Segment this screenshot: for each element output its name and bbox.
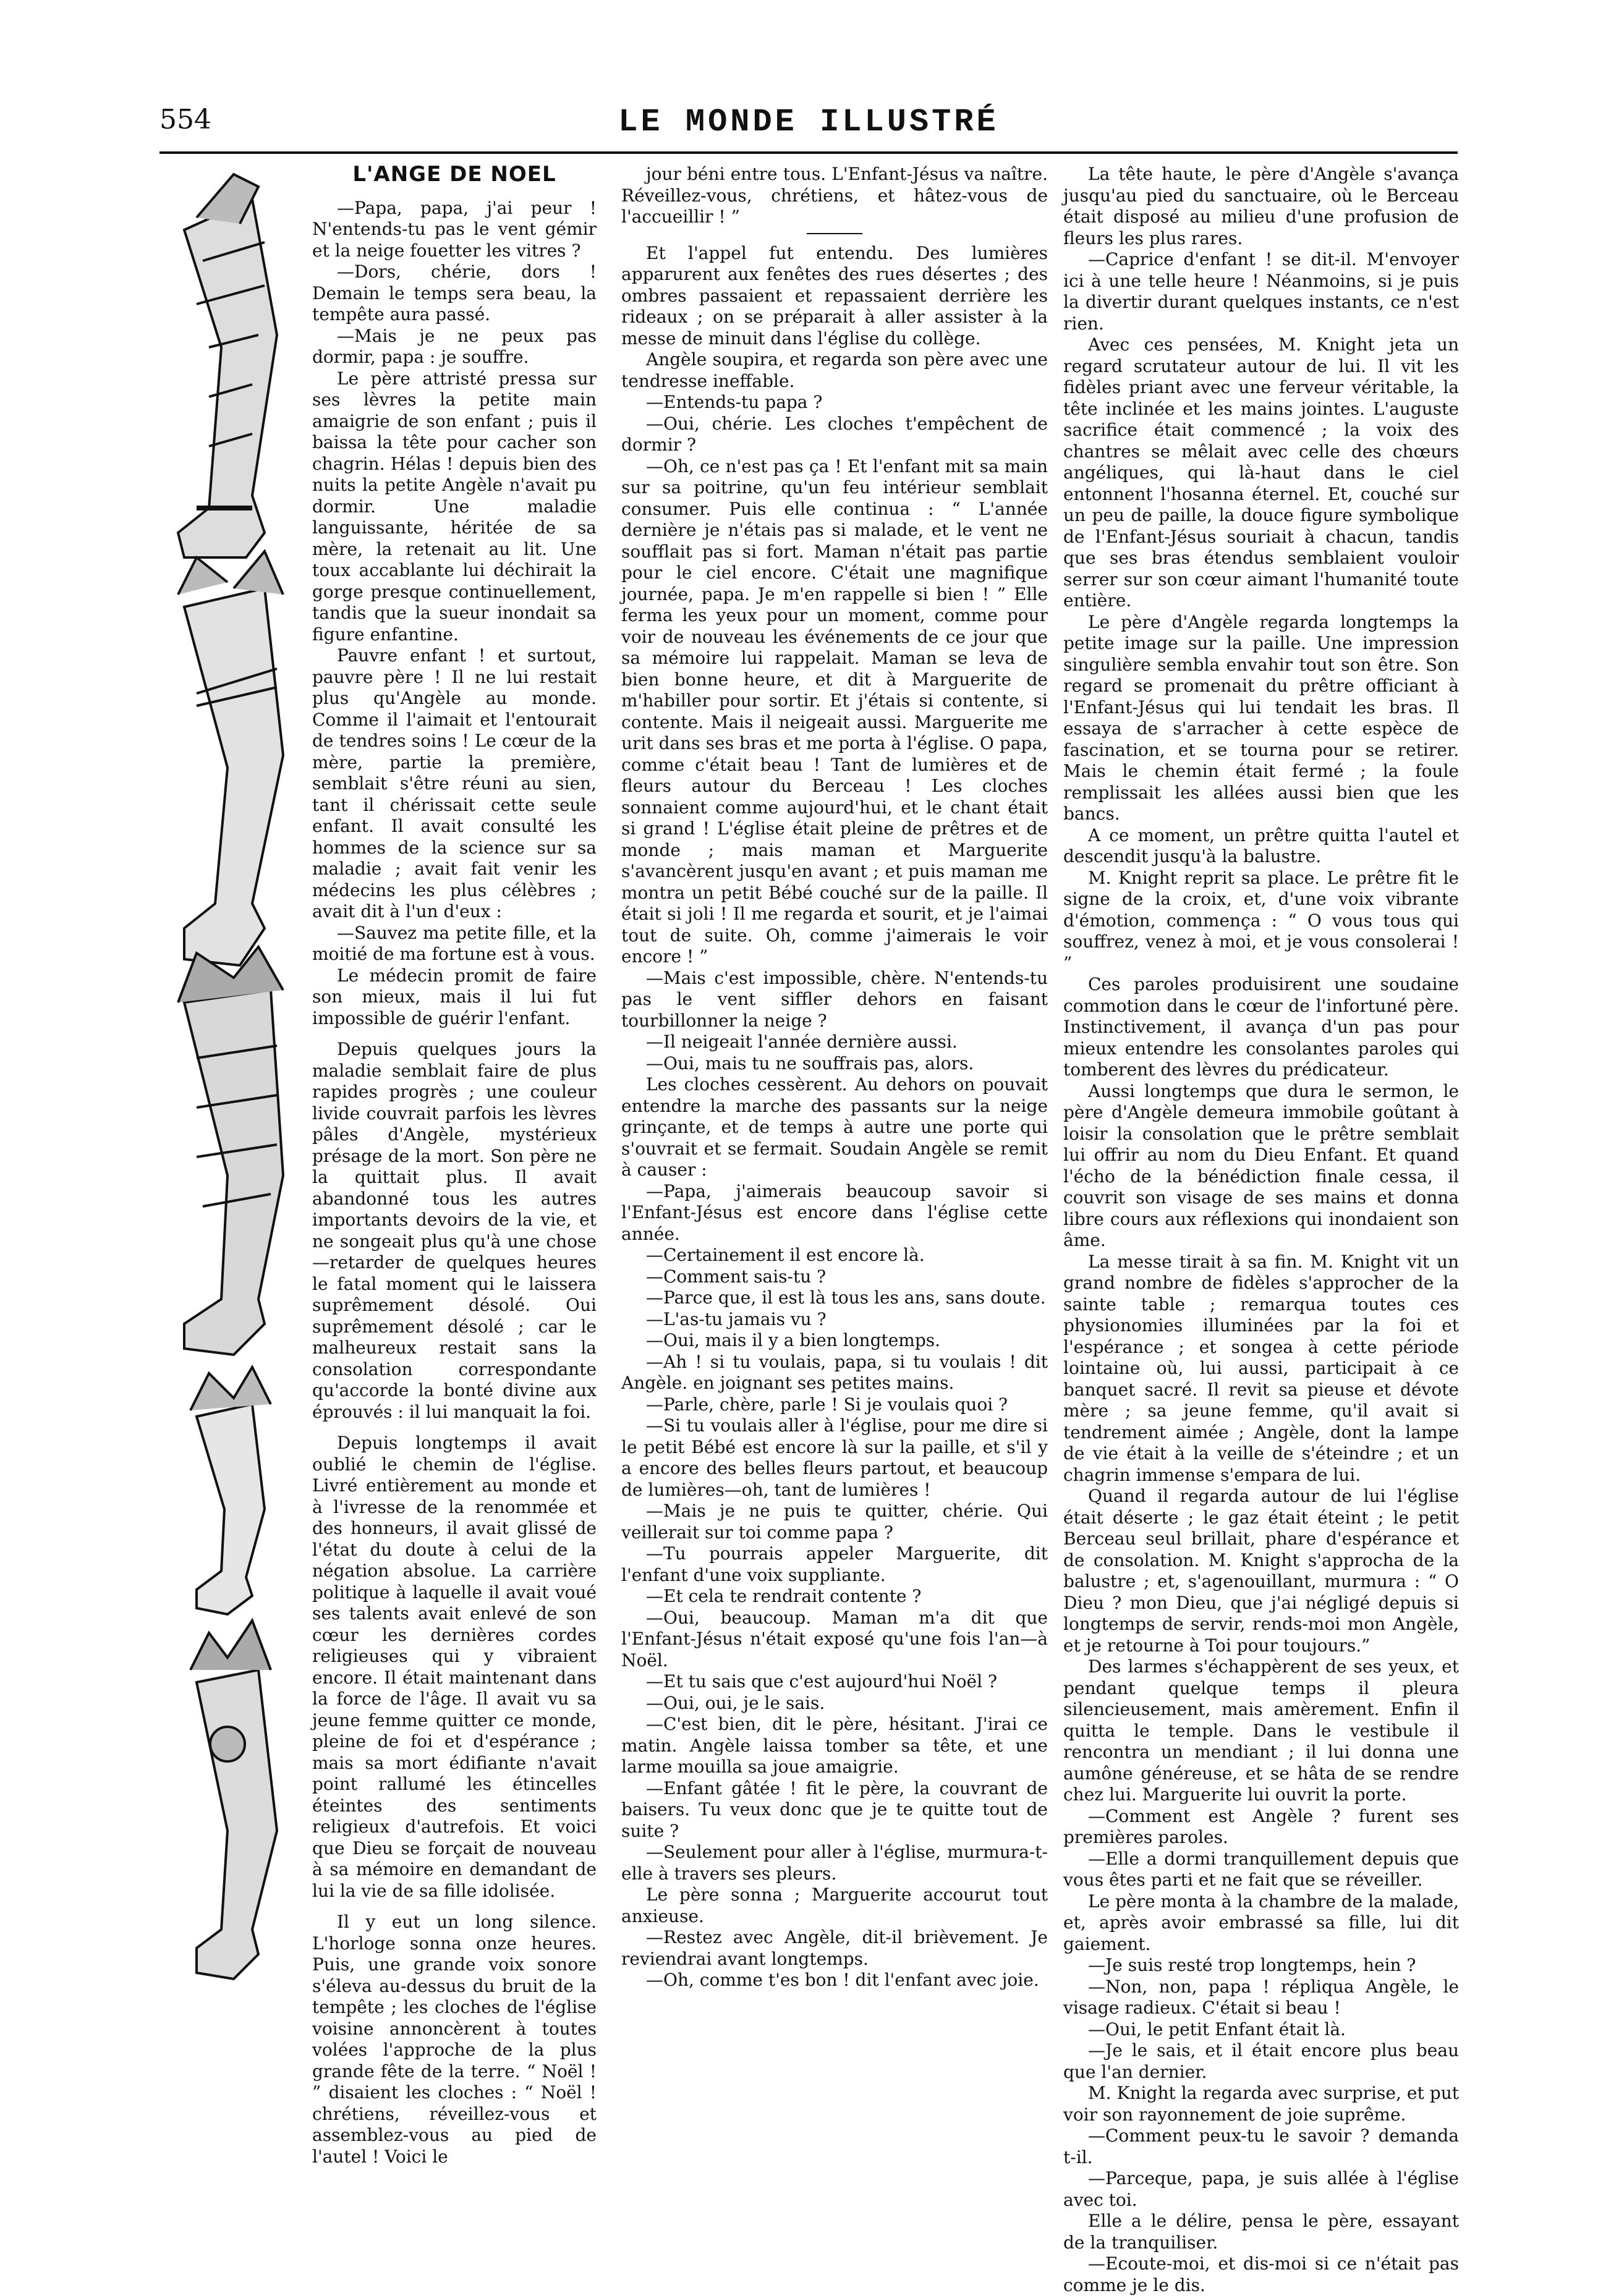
paragraph: —Sauvez ma petite fille, et la moitié de ma fortune est à vous.: [312, 922, 597, 964]
paragraph: Ces paroles produisirent une soudaine commotion dans le cœur de l'infortuné père. Instinctivement, il avança d'un pas pour mieux entendre les consolantes paroles qui tomberent des lèvres du prédicateur.: [1063, 974, 1459, 1080]
article-title: L'ANGE DE NOEL: [352, 162, 556, 187]
paragraph: —Oui, beaucoup. Maman m'a dit que l'Enfant-Jésus n'était exposé qu'une fois l'an—à Noël.: [621, 1607, 1048, 1671]
paragraph: —Comment peux-tu le savoir ? demanda t-il.: [1063, 2125, 1459, 2167]
paragraph: M. Knight reprit sa place. Le prêtre fit le signe de la croix, et, d'une voix vibrante d'émotion, commença : “ O vous tous qui souffrez, venez à moi, et je vous consolerai ! ”: [1063, 867, 1459, 973]
paragraph: —Et cela te rendrait contente ?: [646, 1586, 922, 1606]
paragraph: Quand il regarda autour de lui l'église était déserte ; le gaz était éteint ; le petit Berceau seul brillait, phare d'espérance et de consolation. M. Knight s'approcha de la balustre ; et, s'agenouillant, murmura : “ O Dieu ? mon Dieu, que j'ai négligé depuis si longtemps de servir, rends-moi mon Angèle, et je retourne à Toi pour toujours.”: [1063, 1486, 1459, 1656]
stocking-1-icon: [178, 174, 277, 557]
paragraph: La tête haute, le père d'Angèle s'avança jusqu'au pied du sanctuaire, où le Berceau était disposé au milieu d'une profusion de fleurs les plus rares.: [1063, 164, 1459, 248]
paragraph: —Parceque, papa, je suis allée à l'église avec toi.: [1063, 2168, 1459, 2210]
paragraph: —Je suis resté trop longtemps, hein ?: [1088, 1955, 1416, 1975]
paragraph: —Comment est Angèle ? furent ses premières paroles.: [1063, 1805, 1459, 1847]
paragraph: —C'est bien, dit le père, hésitant. J'irai ce matin. Angèle laissa tomber sa tête, et une larme mouilla sa joue amaigrie.: [621, 1714, 1048, 1777]
paragraph: —Oui, mais tu ne souffrais pas, alors.: [646, 1053, 974, 1074]
paragraph: —Parce que, il est là tous les ans, sans doute.: [646, 1287, 1046, 1308]
paragraph: —Mais je ne puis te quitter, chérie. Qui veillerait sur toi comme papa ?: [621, 1501, 1048, 1543]
column-2: [621, 164, 1048, 1991]
paragraph: —Oui, mais il y a bien longtemps.: [646, 1330, 941, 1350]
stocking-3-icon: [178, 947, 283, 1355]
paragraph: A ce moment, un prêtre quitta l'autel et descendit jusqu'à la balustre.: [1063, 824, 1459, 866]
paragraph: —Je le sais, et il était encore plus beau que l'an dernier.: [1063, 2040, 1459, 2082]
paragraph: Pauvre enfant ! et surtout, pauvre père ! Il ne lui restait plus qu'Angèle au monde. Comme il l'aimait et l'entourait de tendres soins ! Le cœur de la mère, partie la première, semblait s'être réuni au sien, tant il chérissait cette seule enfant. Il avait consulté les hommes de la science sur sa maladie ; avait fait venir les médecins les plus célèbres ; avait dit à l'un d'eux :: [312, 645, 597, 921]
paragraph: Le père d'Angèle regarda longtemps la petite image sur la paille. Une impression singulière sembla envahir tout son être. Son regard se promenait du prêtre officiant à l'Enfant-Jésus qui lui tendait les bras. Il essaya de s'arracher à cette espèce de fascination, et se tourna pour se retirer. Mais le chemin était fermé ; la foule remplissait les allées aussi bien que les bancs.: [1063, 611, 1459, 824]
paragraph: —Certainement il est encore là.: [646, 1245, 925, 1265]
paragraph: —Il neigeait l'année dernière aussi.: [646, 1032, 958, 1052]
stocking-2-icon: [178, 551, 283, 965]
paragraph: Depuis quelques jours la maladie semblait faire de plus rapides progrès ; une couleur livide couvrait parfois les lèvres pâles d'Angèle, mystérieux présage de la mort. Son père ne la quittait plus. Il avait abandonné tous les autres importants devoirs de la vie, et ne songeait plus qu'à une chose—retarder de quelques heures le fatal moment qui le laissera suprêmement désolé. Oui suprêmement désolé ; car le malheureux restait sans la consolation correspondante qu'accorde la bonté divine aux éprouvés : il lui manquait la foi.: [312, 1039, 597, 1422]
paragraph: Elle a le délire, pensa le père, essayant de la tranquiliser.: [1063, 2211, 1459, 2253]
stocking-5-icon: [190, 1620, 277, 1979]
paragraph: —Seulement pour aller à l'église, murmura-t-elle à travers ses pleurs.: [621, 1842, 1048, 1884]
header-rule: [159, 151, 1458, 154]
stocking-4-icon: [190, 1367, 271, 1614]
paragraph: —Elle a dormi tranquillement depuis que vous êtes parti et ne fait que se réveiller.: [1063, 1848, 1459, 1890]
paragraph: —Restez avec Angèle, dit-il brièvement. Je reviendrai avant longtemps.: [621, 1927, 1048, 1969]
paragraph: —Non, non, papa ! répliqua Angèle, le visage radieux. C'était si beau !: [1063, 1976, 1459, 2018]
paragraph: —Ecoute-moi, et dis-moi si ce n'était pas comme je le dis.: [1063, 2253, 1459, 2295]
paragraph: Depuis longtemps il avait oublié le chemin de l'église. Livré entièrement au monde et à l'ivresse de la renommée et des honneurs, il avait glissé de l'état du doute à celui de la négation absolue. La carrière politique à laquelle il avait voué ses talents avait enlevé de son cœur les dernières cordes religieuses qui y vibraient encore. Il était maintenant dans la force de l'âge. Il avait vu sa jeune femme quitter ce monde, pleine de foi et d'espérance ; mais sa mort édifiante n'avait point rallumé les étincelles éteintes des sentiments religieux d'autrefois. Et voici que Dieu se forçait de nouveau à sa mémoire en demandant de lui la vie de sa fille idolisée.: [312, 1433, 597, 1901]
paragraph: Avec ces pensées, M. Knight jeta un regard scrutateur autour de lui. Il vit les fidèles priant avec une ferveur véritable, la tête inclinée et les mains jointes. L'auguste sacrifice était commencé ; la voix des chantres se mêlait avec celle des chœurs angéliques, qui là-haut dans le ciel entonnent l'hosanna éternel. Et, couché sur un peu de paille, la douce figure symbolique de l'Enfant-Jésus souriait à chacun, tandis que ses bras étendus semblaient vouloir serrer sur son cœur aimant l'humanité toute entière.: [1063, 334, 1459, 611]
paragraph: jour béni entre tous. L'Enfant-Jésus va naître. Réveillez-vous, chrétiens, et hâtez-vous de l'accueillir ! ”: [621, 164, 1048, 227]
paragraph: —Si tu voulais aller à l'église, pour me dire si le petit Bébé est encore là sur la paille, et s'il y a encore des belles fleurs partout, et beaucoup de lumières—oh, tant de lumières !: [621, 1415, 1048, 1500]
paragraph: —Caprice d'enfant ! se dit-il. M'envoyer ici à une telle heure ! Néanmoins, si je puis la divertir durant quelques instants, ce n'est rien.: [1063, 249, 1459, 334]
paragraph: Le père attristé pressa sur ses lèvres la petite main amaigrie de son enfant ; puis il baissa la tête pour cacher son chagrin. Hélas ! depuis bien des nuits la petite Angèle n'avait pu dormir. Une maladie languissante, héritée de sa mère, la retenait au lit. Une toux accablante lui déchirait la gorge presque continuellement, tandis que la sueur inondait sa figure enfantine.: [312, 368, 597, 645]
paragraph: La messe tirait à sa fin. M. Knight vit un grand nombre de fidèles s'approcher de la sainte table ; remarqua toutes ces physionomies illuminées par la foi et l'espérance ; et songea à cette période lointaine où, lui aussi, participait à ce banquet sacré. Il revit sa pieuse et dévote mère ; sa jeune femme, qu'il avait si tendrement aimée ; Angèle, dont la lampe de vie était à la veille de s'éteindre ; et un chagrin immense s'empara de lui.: [1063, 1251, 1459, 1485]
paragraph: Aussi longtemps que dura le sermon, le père d'Angèle demeura immobile goûtant à loisir la consolation que le prêtre semblait lui offrir au nom du Dieu Enfant. Et quand l'écho de la bénédiction finale cessa, il couvrit son visage de ses mains et donna libre cours aux réflexions qui inondaient son âme.: [1063, 1080, 1459, 1250]
paragraph: —Entends-tu papa ?: [646, 392, 823, 412]
paragraph: Il y eut un long silence. L'horloge sonna onze heures. Puis, une grande voix sonore s'éleva au-dessus du bruit de la tempête ; les cloches de l'église voisine annoncèrent à toutes volées l'approche de la plus grande fête de la terre. “ Noël ! ” disaient les cloches : “ Noël ! chrétiens, réveillez-vous et assemblez-vous au pied de l'autel ! Voici le: [312, 1912, 597, 2167]
paragraph: —Oh, ce n'est pas ça ! Et l'enfant mit sa main sur sa poitrine, qu'un feu intérieur semblait consumer. Puis elle continua : “ L'année dernière je n'étais pas si malade, et le vent ne soufflait pas si fort. Maman n'était pas partie pour le ciel encore. C'était une magnifique journée, papa. Je m'en rappelle si bien ! ” Elle ferma les yeux pour un moment, comme pour voir de nouveau les événements de ce jour que sa mémoire lui rappelait. Maman se leva de bien bonne heure, et dit à Marguerite de m'habiller pour sortir. Et j'étais si contente, si contente. Mais il neigeait aussi. Marguerite me urit dans ses bras et me porta à l'église. O papa, comme c'était beau ! Tant de lumières et de fleurs autour du Berceau ! Les cloches sonnaient comme aujourd'hui, et le chant était si grand ! L'église était pleine de prêtres et de monde ; mais maman et Marguerite s'avancèrent jusqu'en avant ; et puis maman me montra un petit Bébé couché sur de la paille. Il était si joli ! Il me regarda et sourit, et je l'aimai tout de suite. Oh, comme j'aimerais le voir encore ! ”: [621, 455, 1048, 967]
column-3: [1063, 164, 1459, 2296]
paragraph: —Dors, chérie, dors ! Demain le temps sera beau, la tempête aura passé.: [312, 261, 597, 324]
column-1: [312, 164, 597, 2167]
paragraph: —Tu pourrais appeler Marguerite, dit l'enfant d'une voix suppliante.: [621, 1543, 1048, 1585]
paragraph: Angèle soupira, et regarda son père avec une tendresse ineffable.: [621, 349, 1048, 391]
paragraph: Le père sonna ; Marguerite accourut tout anxieuse.: [621, 1884, 1048, 1926]
paragraph: —Oui, oui, je le sais.: [646, 1692, 825, 1713]
paragraph: —Oui, chérie. Les cloches t'empêchent de dormir ?: [621, 413, 1048, 455]
paragraph: —Mais c'est impossible, chère. N'entends-tu pas le vent siffler dehors en faisant tourbillonner la neige ?: [621, 967, 1048, 1031]
page-header: [159, 104, 1458, 147]
paragraph: —Oh, comme t'es bon ! dit l'enfant avec joie.: [646, 1970, 1039, 1990]
page-number: 554: [159, 104, 211, 135]
paragraph: —Enfant gâtée ! fit le père, la couvrant de baisers. Tu veux donc que je te quitte tout de suite ?: [621, 1777, 1048, 1841]
paragraph: —Comment sais-tu ?: [646, 1266, 827, 1287]
paragraph: —Mais je ne peux pas dormir, papa : je souffre.: [312, 325, 597, 367]
paragraph: Et l'appel fut entendu. Des lumières apparurent aux fenêtes des rues désertes ; des ombres passaient et repassaient derrière les rideaux ; on se préparait à aller assister à la messe de minuit dans l'église du collège.: [621, 242, 1048, 349]
section-rule: [807, 233, 862, 234]
paragraph: Le père monta à la chambre de la malade, et, après avoir embrassé sa fille, lui dit gaiement.: [1063, 1891, 1459, 1954]
paragraph: —Parle, chère, parle ! Si je voulais quoi ?: [646, 1394, 1008, 1415]
paragraph: —Papa, j'aimerais beaucoup savoir si l'Enfant-Jésus est encore dans l'église cette année.: [621, 1180, 1048, 1244]
publication-title: LE MONDE ILLUSTRÉ: [618, 104, 999, 140]
paragraph: M. Knight la regarda avec surprise, et put voir son rayonnement de joie suprême.: [1063, 2083, 1459, 2125]
paragraph: —Papa, papa, j'ai peur ! N'entends-tu pas le vent gémir et la neige fouetter les vitres ?: [312, 197, 597, 261]
paragraph: Des larmes s'échappèrent de ses yeux, et pendant quelque temps il pleura silencieusement, mais amèrement. Enfin il quitta le temple. Dans le vestibule il rencontra un mendiant ; il lui donna une aumône généreuse, et se hâta de se rendre chez lui. Marguerite lui ouvrit la porte.: [1063, 1656, 1459, 1805]
paragraph: —Ah ! si tu voulais, papa, si tu voulais ! dit Angèle. en joignant ses petites mains.: [621, 1351, 1048, 1393]
paragraph: —Oui, le petit Enfant était là.: [1088, 2019, 1346, 2040]
paragraph: —L'as-tu jamais vu ?: [646, 1308, 827, 1329]
paragraph: Le médecin promit de faire son mieux, mais il lui fut impossible de guérir l'enfant.: [312, 965, 597, 1028]
paragraph: —Et tu sais que c'est aujourd'hui Noël ?: [646, 1671, 997, 1692]
paragraph: Les cloches cessèrent. Au dehors on pouvait entendre la marche des passants sur la neige grinçante, et de temps à autre une porte qui s'ouvrait et se fermait. Soudain Angèle se remit à causer :: [621, 1074, 1048, 1180]
